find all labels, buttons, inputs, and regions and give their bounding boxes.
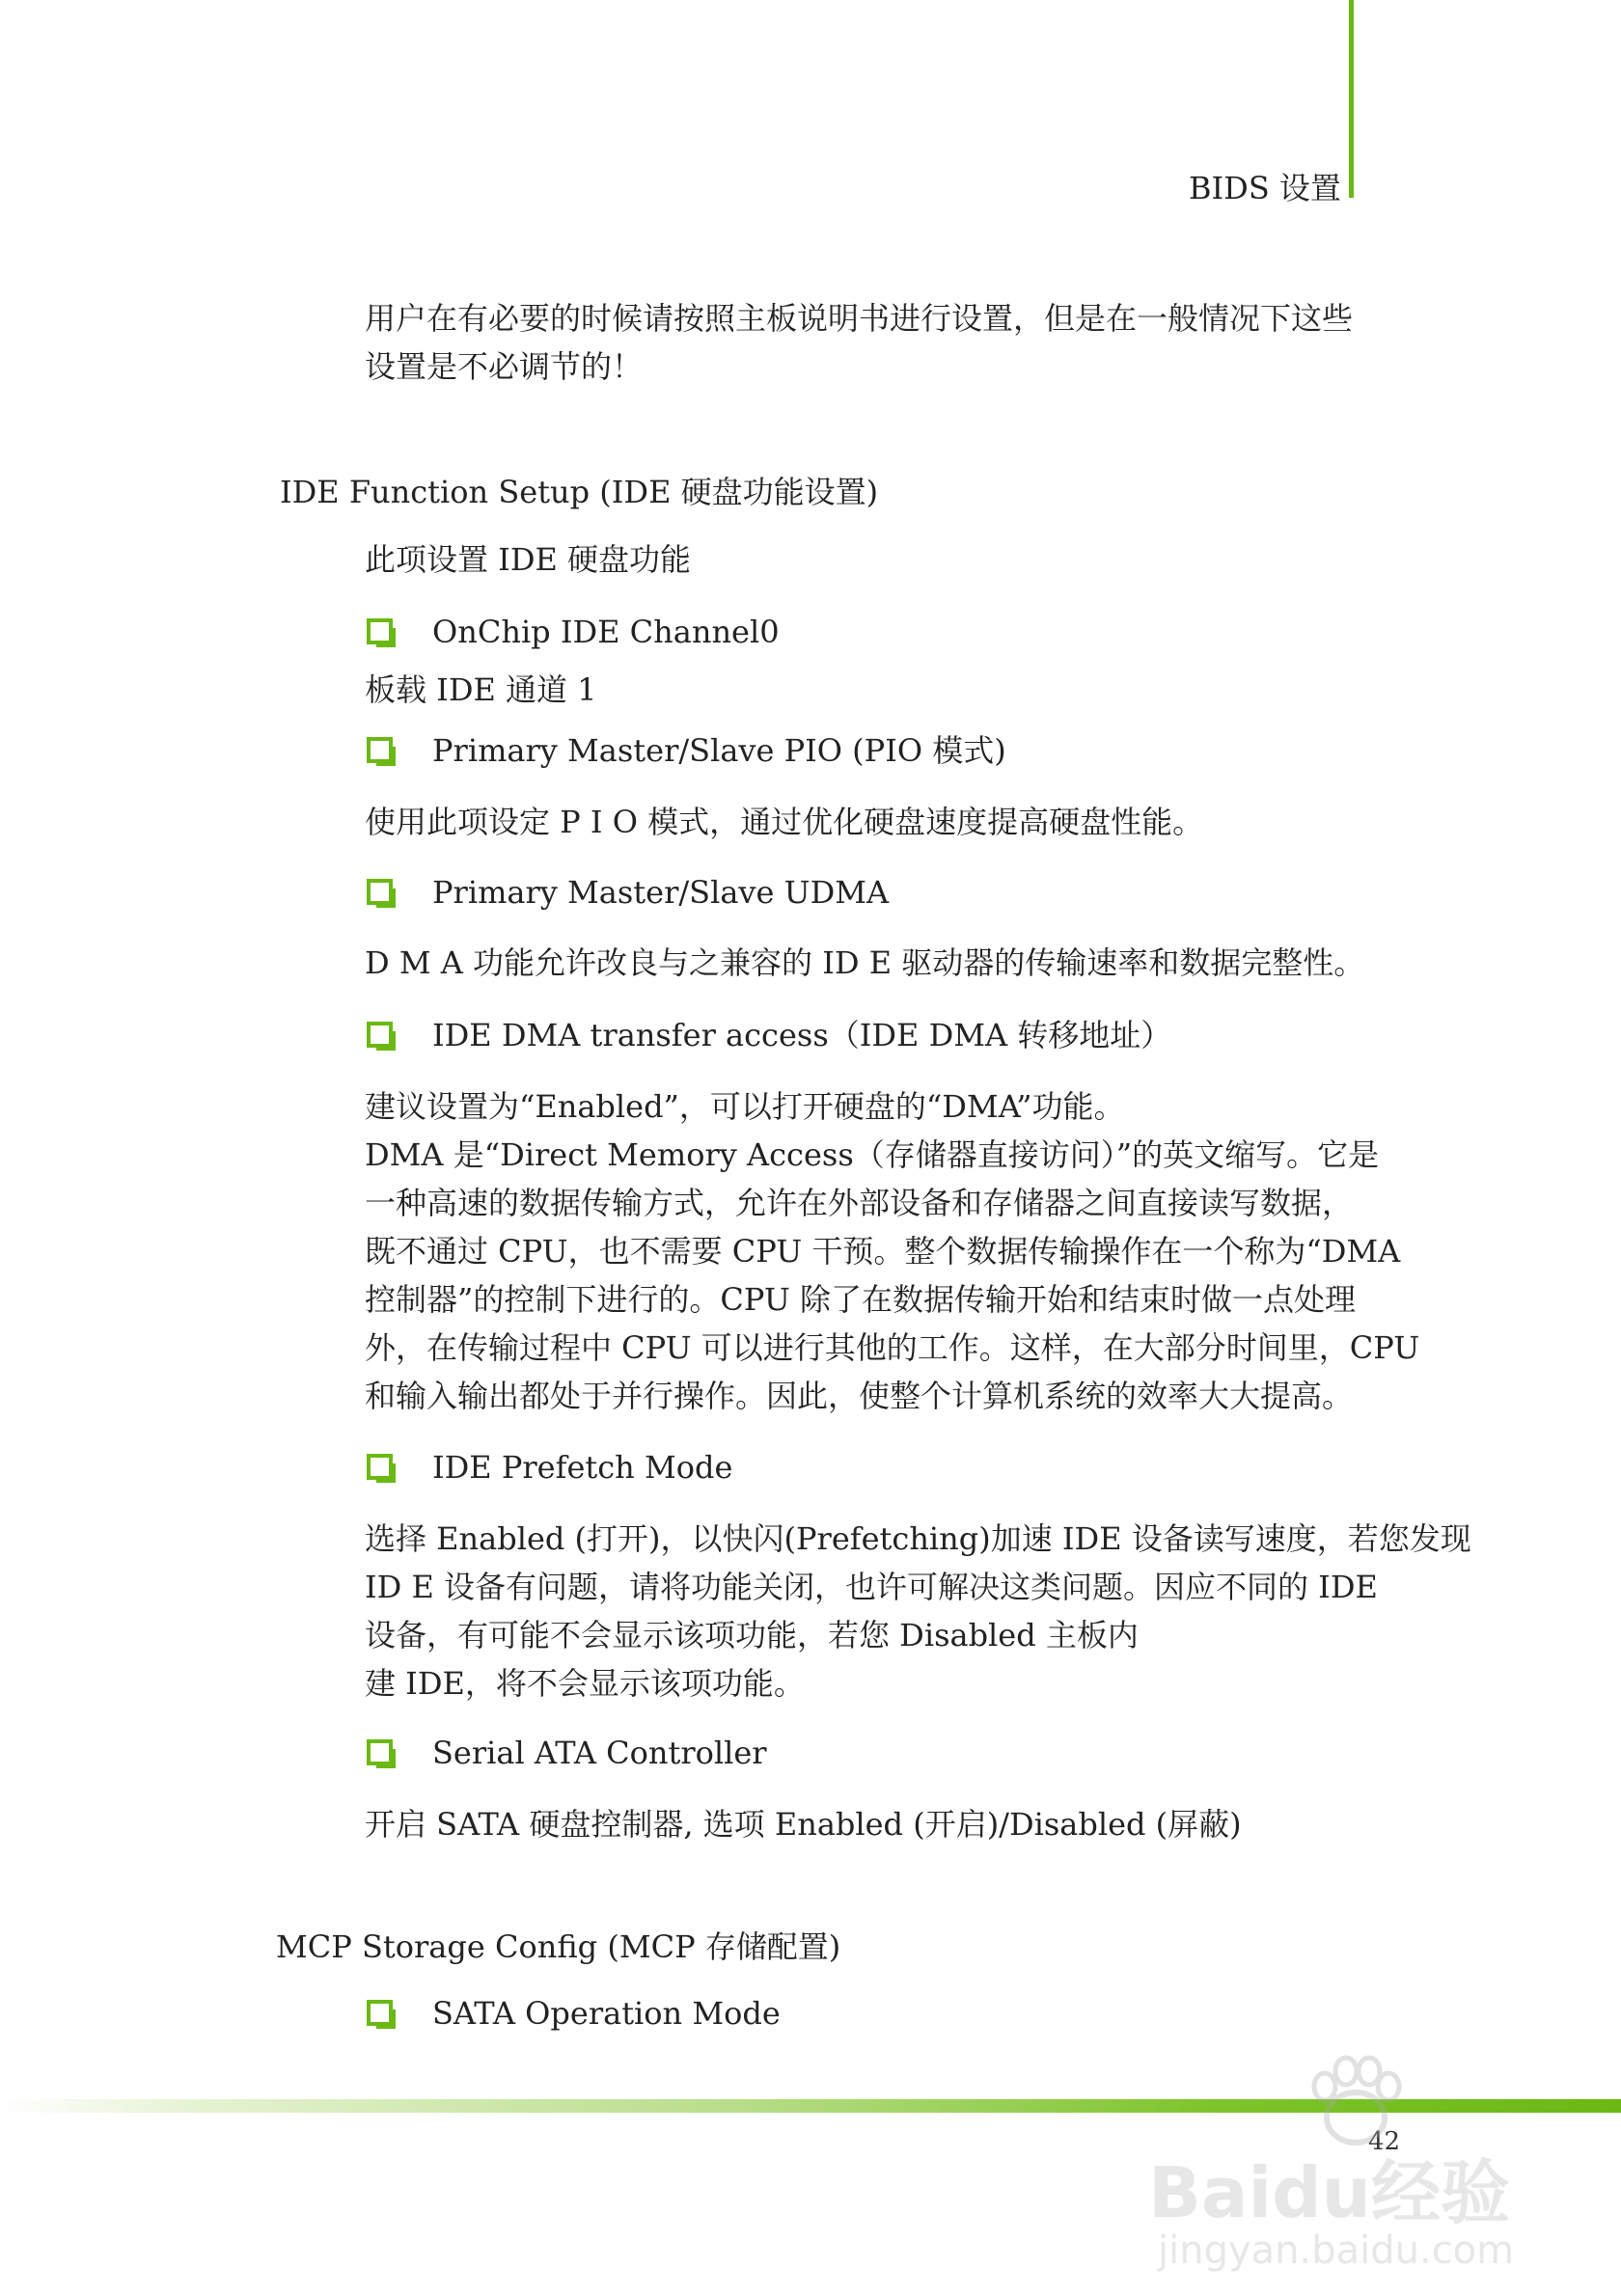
item-label-prefetch: IDE Prefetch Mode <box>432 1449 733 1486</box>
item-desc-udma: D M A 功能允许改良与之兼容的 ID E 驱动器的传输速率和数据完整性。 <box>365 944 1365 981</box>
page-number: 42 <box>1368 2127 1401 2156</box>
page-header-title: BIDS 设置 <box>1189 170 1341 206</box>
item-desc-prefetch-line: 建 IDE，将不会显示该项功能。 <box>365 1665 805 1702</box>
item-desc-dma-line: 控制器”的控制下进行的。CPU 除了在数据传输开始和结束时做一点处理 <box>365 1281 1356 1318</box>
watermark-brand: Baidu经验 <box>1148 2152 1510 2233</box>
checkbox-icon <box>367 618 393 644</box>
intro-line-1: 用户在有必要的时候请按照主板说明书进行设置，但是在一般情况下这些 <box>365 300 1354 337</box>
item-desc-prefetch-line: 设备，有可能不会显示该项功能，若您 Disabled 主板内 <box>365 1617 1139 1654</box>
item-label-onchip-ide: OnChip IDE Channel0 <box>432 614 780 650</box>
item-desc-pio: 使用此项设定 P I O 模式，通过优化硬盘速度提高硬盘性能。 <box>365 804 1204 840</box>
item-label-serial-ata: Serial ATA Controller <box>432 1735 767 1771</box>
item-desc-onchip-ide: 板载 IDE 通道 1 <box>365 671 597 708</box>
item-label-udma: Primary Master/Slave UDMA <box>432 874 890 911</box>
item-label-pio: Primary Master/Slave PIO (PIO 模式) <box>432 732 1006 769</box>
item-desc-dma-line: 建议设置为“Enabled”，可以打开硬盘的“DMA”功能。 <box>365 1088 1125 1125</box>
checkbox-icon <box>367 1739 393 1765</box>
checkbox-icon <box>367 1454 393 1480</box>
watermark-url: jingyan.baidu.com <box>1158 2228 1515 2273</box>
item-label-dma-transfer: IDE DMA transfer access（IDE DMA 转移地址） <box>432 1017 1172 1053</box>
intro-line-2: 设置是不必调节的！ <box>365 348 644 385</box>
item-desc-prefetch-line: 选择 Enabled (打开)，以快闪(Prefetching)加速 IDE 设备读写速度，若您发现 <box>365 1520 1471 1557</box>
section-desc-ide: 此项设置 IDE 硬盘功能 <box>365 541 692 578</box>
item-desc-dma-line: 和输入输出都处于并行操作。因此，使整个计算机系统的效率大大提高。 <box>365 1378 1354 1414</box>
baidu-watermark <box>1148 2050 1611 2291</box>
section-heading-mcp: MCP Storage Config (MCP 存储配置) <box>276 1928 841 1965</box>
header-accent-bar <box>1349 0 1354 198</box>
item-desc-dma-line: 既不通过 CPU，也不需要 CPU 干预。整个数据传输操作在一个称为“DMA <box>365 1233 1401 1270</box>
checkbox-icon <box>367 1022 393 1048</box>
checkbox-icon <box>367 2000 393 2026</box>
item-label-sata-operation: SATA Operation Mode <box>432 1995 781 2032</box>
checkbox-icon <box>367 879 393 905</box>
item-desc-dma-line: 一种高速的数据传输方式，允许在外部设备和存储器之间直接读写数据， <box>365 1185 1354 1221</box>
section-heading-ide: IDE Function Setup (IDE 硬盘功能设置) <box>280 474 879 510</box>
item-desc-dma-line: 外，在传输过程中 CPU 可以进行其他的工作。这样，在大部分时间里，CPU <box>365 1329 1420 1366</box>
checkbox-icon <box>367 737 393 763</box>
item-desc-serial-ata: 开启 SATA 硬盘控制器, 选项 Enabled (开启)/Disabled (屏蔽) <box>365 1806 1242 1843</box>
item-desc-prefetch-line: ID E 设备有问题，请将功能关闭，也许可解决这类问题。因应不同的 IDE <box>365 1569 1378 1605</box>
item-desc-dma-line: DMA 是“Direct Memory Access（存储器直接访问）”的英文缩写。它是 <box>365 1136 1380 1173</box>
